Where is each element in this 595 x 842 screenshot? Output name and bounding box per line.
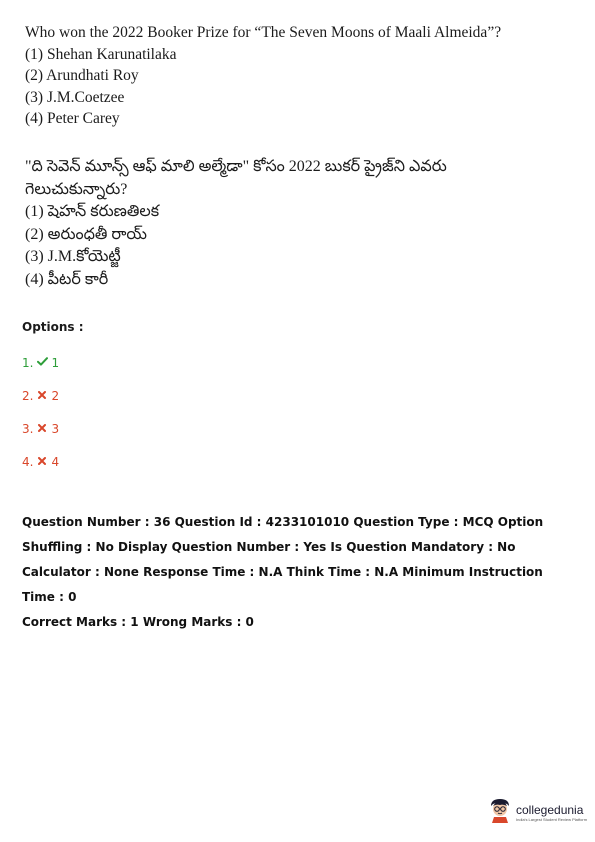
english-option-3: (3) J.M.Coetzee xyxy=(25,88,125,106)
option-item-2 xyxy=(22,389,59,403)
option-number: 3. xyxy=(22,422,34,436)
option-item-3 xyxy=(22,422,59,436)
option-number: 1. xyxy=(22,356,34,370)
english-option-1: (1) Shehan Karunatilaka xyxy=(25,45,177,63)
english-option-4: (4) Peter Carey xyxy=(25,110,120,127)
option-item-4 xyxy=(22,455,59,469)
option-value: 4 xyxy=(51,455,60,469)
question-telugu xyxy=(25,156,570,291)
logo-tagline: India's Largest Student Review Platform xyxy=(516,816,588,822)
telugu-option-2: (2) అరుంధతీ రాయ్ xyxy=(25,225,147,243)
cross-icon xyxy=(36,457,48,468)
question-english xyxy=(25,22,570,130)
option-item-1 xyxy=(22,356,59,370)
question-metadata xyxy=(22,510,577,635)
telugu-option-3: (3) J.M.కోయెట్జీ xyxy=(25,248,121,265)
option-value: 1 xyxy=(51,356,60,370)
telugu-option-4: (4) పీటర్ కారీ xyxy=(25,270,109,288)
option-value: 3 xyxy=(51,422,60,436)
marks-info: Correct Marks : 1 Wrong Marks : 0 xyxy=(22,615,254,629)
metadata-details: Question Number : 36 Question Id : 4233101010 Question Type : MCQ Option Shuffling : No Display Question Number : Yes Is Question Mandatory : No Calculator : None Response Time : N.A Think Time : N.A Minimum Instruction Time : 0 xyxy=(22,515,544,604)
cross-icon xyxy=(36,424,48,435)
student-mascot-icon xyxy=(488,797,512,828)
logo-name: collegedunia xyxy=(516,802,584,817)
collegedunia-logo xyxy=(488,797,587,828)
options-heading: Options : xyxy=(22,320,84,334)
question-text-telugu-line2: గెలుచుకున్నారు? xyxy=(25,180,128,198)
option-value: 2 xyxy=(51,389,60,403)
telugu-option-1: (1) షెహన్ కరుణతిలక xyxy=(25,203,160,220)
english-option-2: (2) Arundhati Roy xyxy=(25,67,139,84)
question-text-telugu-line1: "ది సెవెన్ మూన్స్ ఆఫ్ మాలి అల్మేడా" కోసం 2022 బుకర్ ప్రైజ్‌ని ఎవరు xyxy=(25,158,447,175)
cross-icon xyxy=(36,391,48,402)
option-number: 4. xyxy=(22,455,34,469)
check-icon xyxy=(36,357,48,369)
question-text-english: Who won the 2022 Booker Prize for “The Seven Moons of Maali Almeida”? xyxy=(25,24,502,41)
option-number: 2. xyxy=(22,389,34,403)
